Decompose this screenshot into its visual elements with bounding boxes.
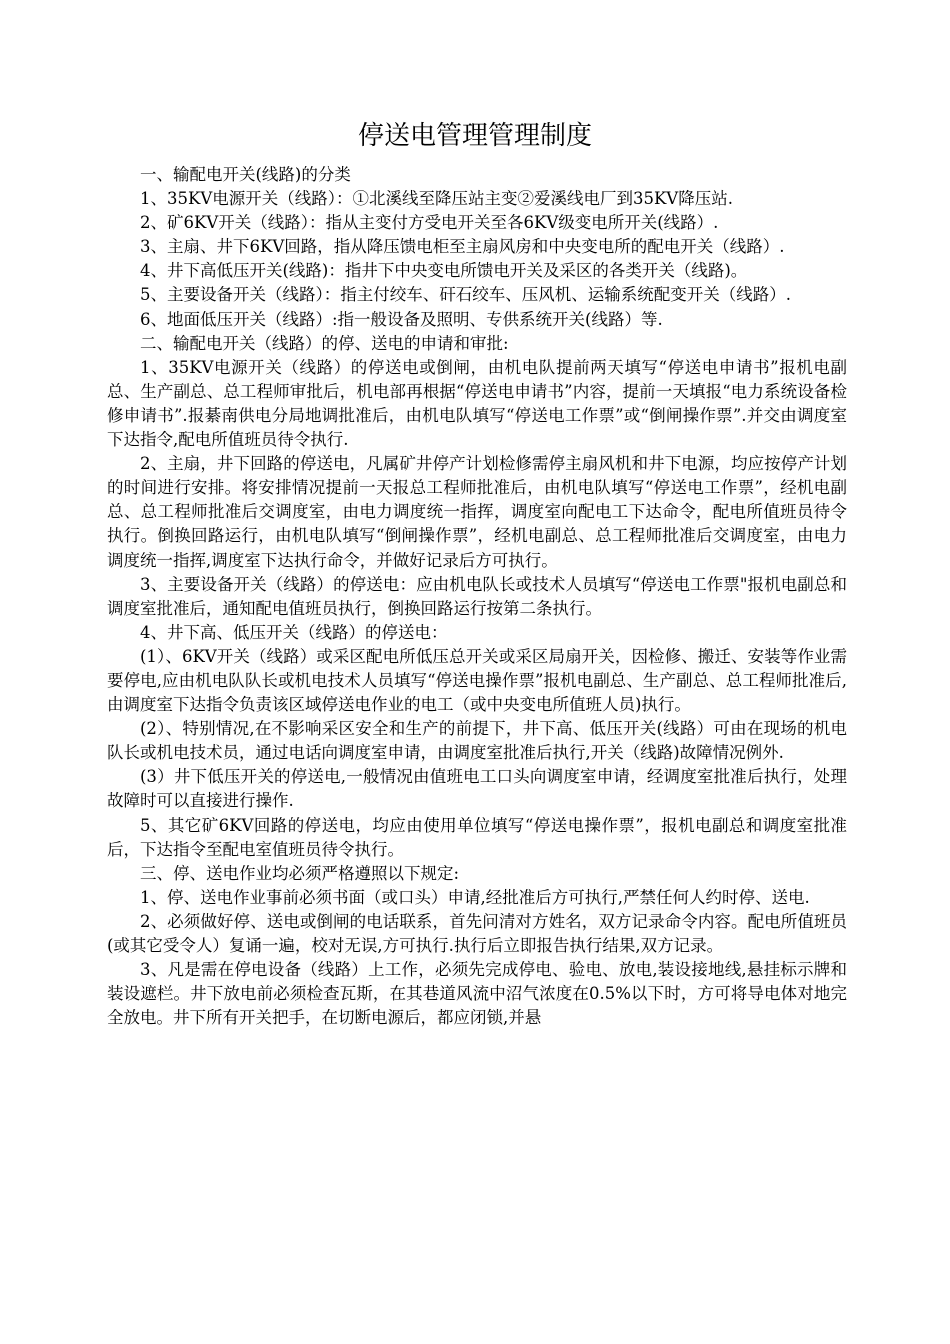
section-heading-classification: 一、输配电开关(线路)的分类 xyxy=(140,165,351,184)
paragraph: 4、井下高低压开关(线路)：指井下中央变电所馈电开关及采区的各类开关（线路)。 xyxy=(140,261,748,281)
document-title: 停送电管理管理制度 xyxy=(357,121,592,151)
paragraph: 4、井下高、低压开关（线路）的停送电： xyxy=(140,622,448,642)
paragraph: 2、主扇，井下回路的停送电，凡属矿井停产计划检修需停主扇风机和井下电源，均应按停产计划的时间进行安排。将安排情况提前一天报总工程师批准后，由机电队填写“停送电工作票”，经机电副总、总工程师批准后交调度室，由电力调度统一指挥，调度室向配电工下达命令，配电所值班员待令执行。倒换回路运行，由机电队填写“倒闸操作票”，经机电副总、总工程师批准后交调度室，由电力调度统一指挥,调度室下达执行命令，并做好记录后方可执行。 xyxy=(107,454,847,570)
paragraph: 2、必须做好停、送电或倒闸的电话联系，首先问清对方姓名，双方记录命令内容。配电所值班员(或其它受令人）复诵一遍，校对无误,方可执行.执行后立即报告执行结果,双方记录。 xyxy=(107,911,847,955)
paragraph: 6、地面低压开关（线路）:指一般设备及照明、专供系统开关(线路）等. xyxy=(140,309,663,329)
paragraph: 1、停、送电作业事前必须书面（或口头）申请,经批准后方可执行,严禁任何人约时停、送电. xyxy=(140,887,810,907)
document-body xyxy=(107,163,847,1030)
paragraph: (3）井下低压开关的停送电,一般情况由值班电工口头向调度室申请，经调度室批准后执行，处理故障时可以直接进行操作. xyxy=(107,767,847,811)
paragraph: 5、其它矿6KV回路的停送电，均应由使用单位填写“停送电操作票”，报机电副总和调度室批准后，下达指令至配电室值班员待令执行。 xyxy=(107,815,847,859)
paragraph: 3、主要设备开关（线路）的停送电：应由机电队长或技术人员填写“停送电工作票"报机电副总和调度室批准后，通知配电值班员执行，倒换回路运行按第二条执行。 xyxy=(107,574,847,618)
paragraph: (2）、特别情况,在不影响采区安全和生产的前提下，井下高、低压开关(线路）可由在现场的机电队长或机电技术员，通过电话向调度室申请，由调度室批准后执行,开关（线路)故障情况例外. xyxy=(107,719,847,763)
paragraph: 3、主扇、井下6KV回路，指从降压馈电柜至主扇风房和中央变电所的配电开关（线路）. xyxy=(140,237,785,257)
paragraph: 5、主要设备开关（线路）：指主付绞车、矸石绞车、压风机、运输系统配变开关（线路）. xyxy=(140,285,791,305)
paragraph: 1、35KV电源开关（线路）：①北溪线至降压站主变②爱溪线电厂到35KV降压站. xyxy=(140,189,733,209)
paragraph: 2、矿6KV开关（线路）：指从主变付方受电开关至各6KV级变电所开关(线路）. xyxy=(140,213,719,233)
paragraph: 3、凡是需在停电设备（线路）上工作，必须先完成停电、验电、放电,装设接地线,悬挂标示牌和装设遮栏。井下放电前必须检查瓦斯，在其巷道风流中沼气浓度在0.5%以下时，方可将导电体对地完全放电。井下所有开关把手，在切断电源后，都应闭锁,并悬 xyxy=(107,960,847,1028)
section-heading-rules: 三、停、送电作业均必须严格遵照以下规定: xyxy=(140,863,460,883)
section-heading-application: 二、输配电开关（线路）的停、送电的申请和审批: xyxy=(140,333,509,353)
paragraph: 1、35KV电源开关（线路）的停送电或倒闸，由机电队提前两天填写“停送电申请书”报机电副总、生产副总、总工程师审批后，机电部再根据“停送电申请书”内容，提前一天填报“电力系统设备检修申请书”.报綦南供电分局地调批准后，由机电队填写“停送电工作票”或“倒闸操作票”.并交由调度室下达指令,配电所值班员待令执行. xyxy=(107,357,847,450)
paragraph: (1）、6KV开关（线路）或采区配电所低压总开关或采区局扇开关，因检修、搬迁、安装等作业需要停电,应由机电队队长或机电技术人员填写“停送电操作票”报机电副总、生产副总、总工程师批准后,由调度室下达指令负责该区域停送电作业的电工（或中央变电所值班人员)执行。 xyxy=(107,646,847,715)
